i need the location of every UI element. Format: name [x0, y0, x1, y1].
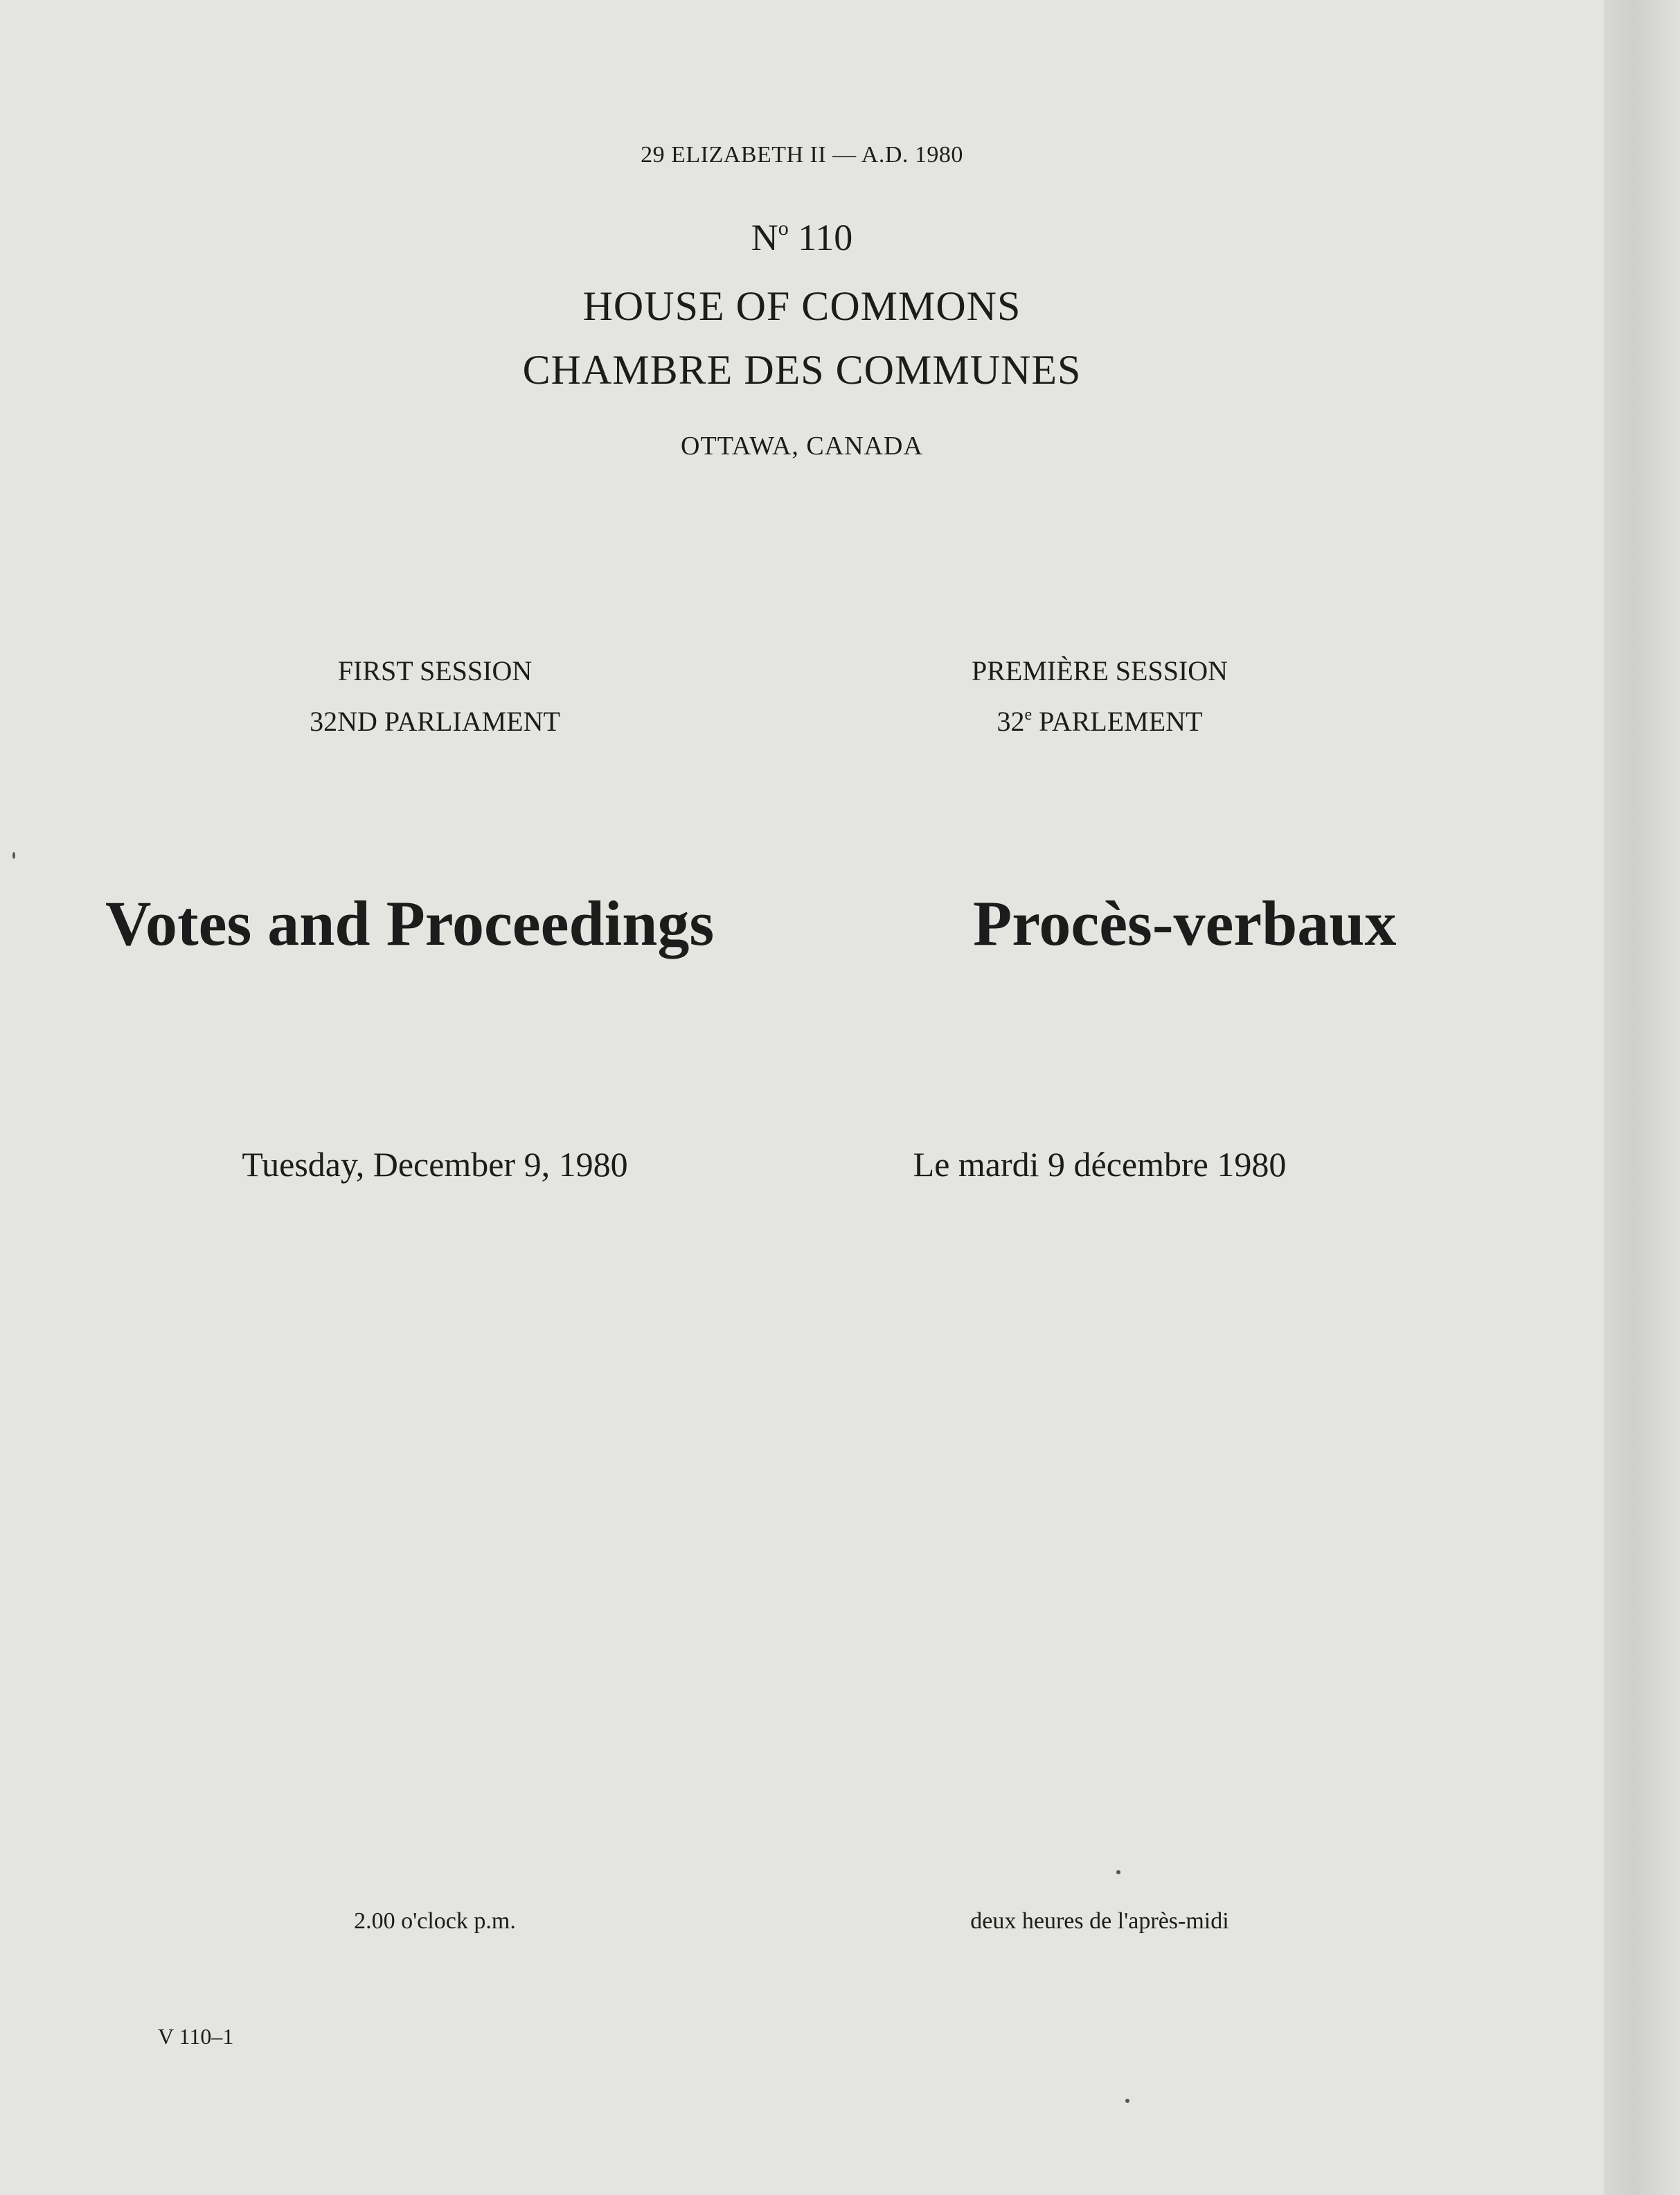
- paper-speck: [1116, 1870, 1120, 1874]
- parliament-superscript: e: [1024, 706, 1033, 724]
- date-french: Le mardi 9 décembre 1980: [913, 1145, 1287, 1184]
- title-english: Votes and Proceedings: [105, 888, 715, 959]
- parliament-french: [788, 705, 1411, 738]
- parliament-number: 32: [997, 706, 1025, 737]
- paper-speck: [1125, 2099, 1129, 2103]
- number-prefix: N: [751, 217, 778, 258]
- time-english: 2.00 o'clock p.m.: [354, 1908, 516, 1934]
- page-code: V 110–1: [158, 2024, 234, 2049]
- paper-speck: [12, 852, 15, 859]
- house-name-english: HOUSE OF COMMONS: [582, 283, 1021, 329]
- session-french: PREMIÈRE SESSION: [971, 655, 1228, 686]
- time-french: deux heures de l'après-midi: [970, 1908, 1229, 1934]
- house-name-french: CHAMBRE DES COMMUNES: [522, 347, 1082, 393]
- parliament-english: 32ND PARLIAMENT: [310, 706, 560, 737]
- page-edge: [1604, 0, 1680, 2195]
- title-french: Procès-verbaux: [973, 888, 1397, 959]
- reign-line: 29 ELIZABETH II — A.D. 1980: [641, 142, 963, 168]
- session-english: FIRST SESSION: [337, 655, 533, 686]
- number-value: 110: [798, 217, 853, 258]
- city-line: OTTAWA, CANADA: [681, 432, 923, 461]
- parliament-word: PARLEMENT: [1039, 706, 1203, 737]
- number-superscript: o: [778, 217, 789, 240]
- issue-number: [0, 216, 1604, 259]
- date-english: Tuesday, December 9, 1980: [242, 1145, 628, 1184]
